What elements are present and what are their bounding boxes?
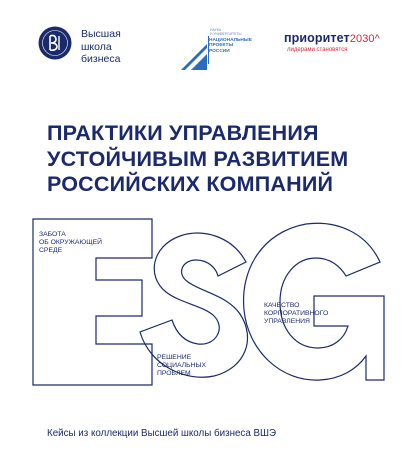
environment-line-1: ЗАБОТА — [39, 231, 66, 238]
np-top-line-1: НАУКА — [210, 28, 221, 32]
priority-mark: ^ — [374, 33, 380, 45]
np-main-line-3: РОССИИ — [209, 48, 230, 54]
governance-line-1: КАЧЕСТВО — [264, 302, 300, 309]
social-line-3: ПРОБЛЕМ — [157, 370, 191, 377]
governance-line-2: КОРПОРАТИВНОГО — [264, 310, 329, 317]
governance-label — [264, 302, 328, 326]
governance-line-3: УПРАВЛЕНИЯ — [264, 318, 310, 325]
environment-label — [39, 231, 102, 255]
np-main-line-1: НАЦИОНАЛЬНЫЕ — [209, 38, 252, 43]
social-line-1: РЕШЕНИЕ — [157, 354, 192, 361]
social-line-2: СОЦИАЛЬНЫХ — [157, 362, 207, 369]
social-label — [157, 354, 206, 378]
environment-line-3: СРЕДЕ — [39, 247, 63, 254]
title-line-3: РОССИЙСКИХ КОМПАНИЙ — [47, 172, 334, 196]
np-main-line-2: ПРОЕКТЫ — [209, 43, 234, 49]
footer-caption: Кейсы из коллекции Высшей школы бизнеса ВШЭ — [47, 428, 277, 439]
title-line-2: УСТОЙЧИВЫМ РАЗВИТИЕМ — [47, 146, 349, 171]
hse-line-1: Высшая — [81, 28, 121, 40]
hse-line-3: бизнеса — [81, 53, 121, 65]
priority-number: 2030 — [349, 33, 375, 45]
priority-tagline: лидерами становятся — [287, 47, 348, 53]
np-top-line-2: И УНИВЕРСИТЕТЫ — [210, 32, 242, 36]
priority-name: приоритет — [284, 31, 350, 45]
environment-line-2: ОБ ОКРУЖАЮЩЕЙ — [39, 239, 103, 246]
hse-line-2: школа — [81, 40, 112, 53]
title-line-1: ПРАКТИКИ УПРАВЛЕНИЯ — [47, 121, 319, 145]
